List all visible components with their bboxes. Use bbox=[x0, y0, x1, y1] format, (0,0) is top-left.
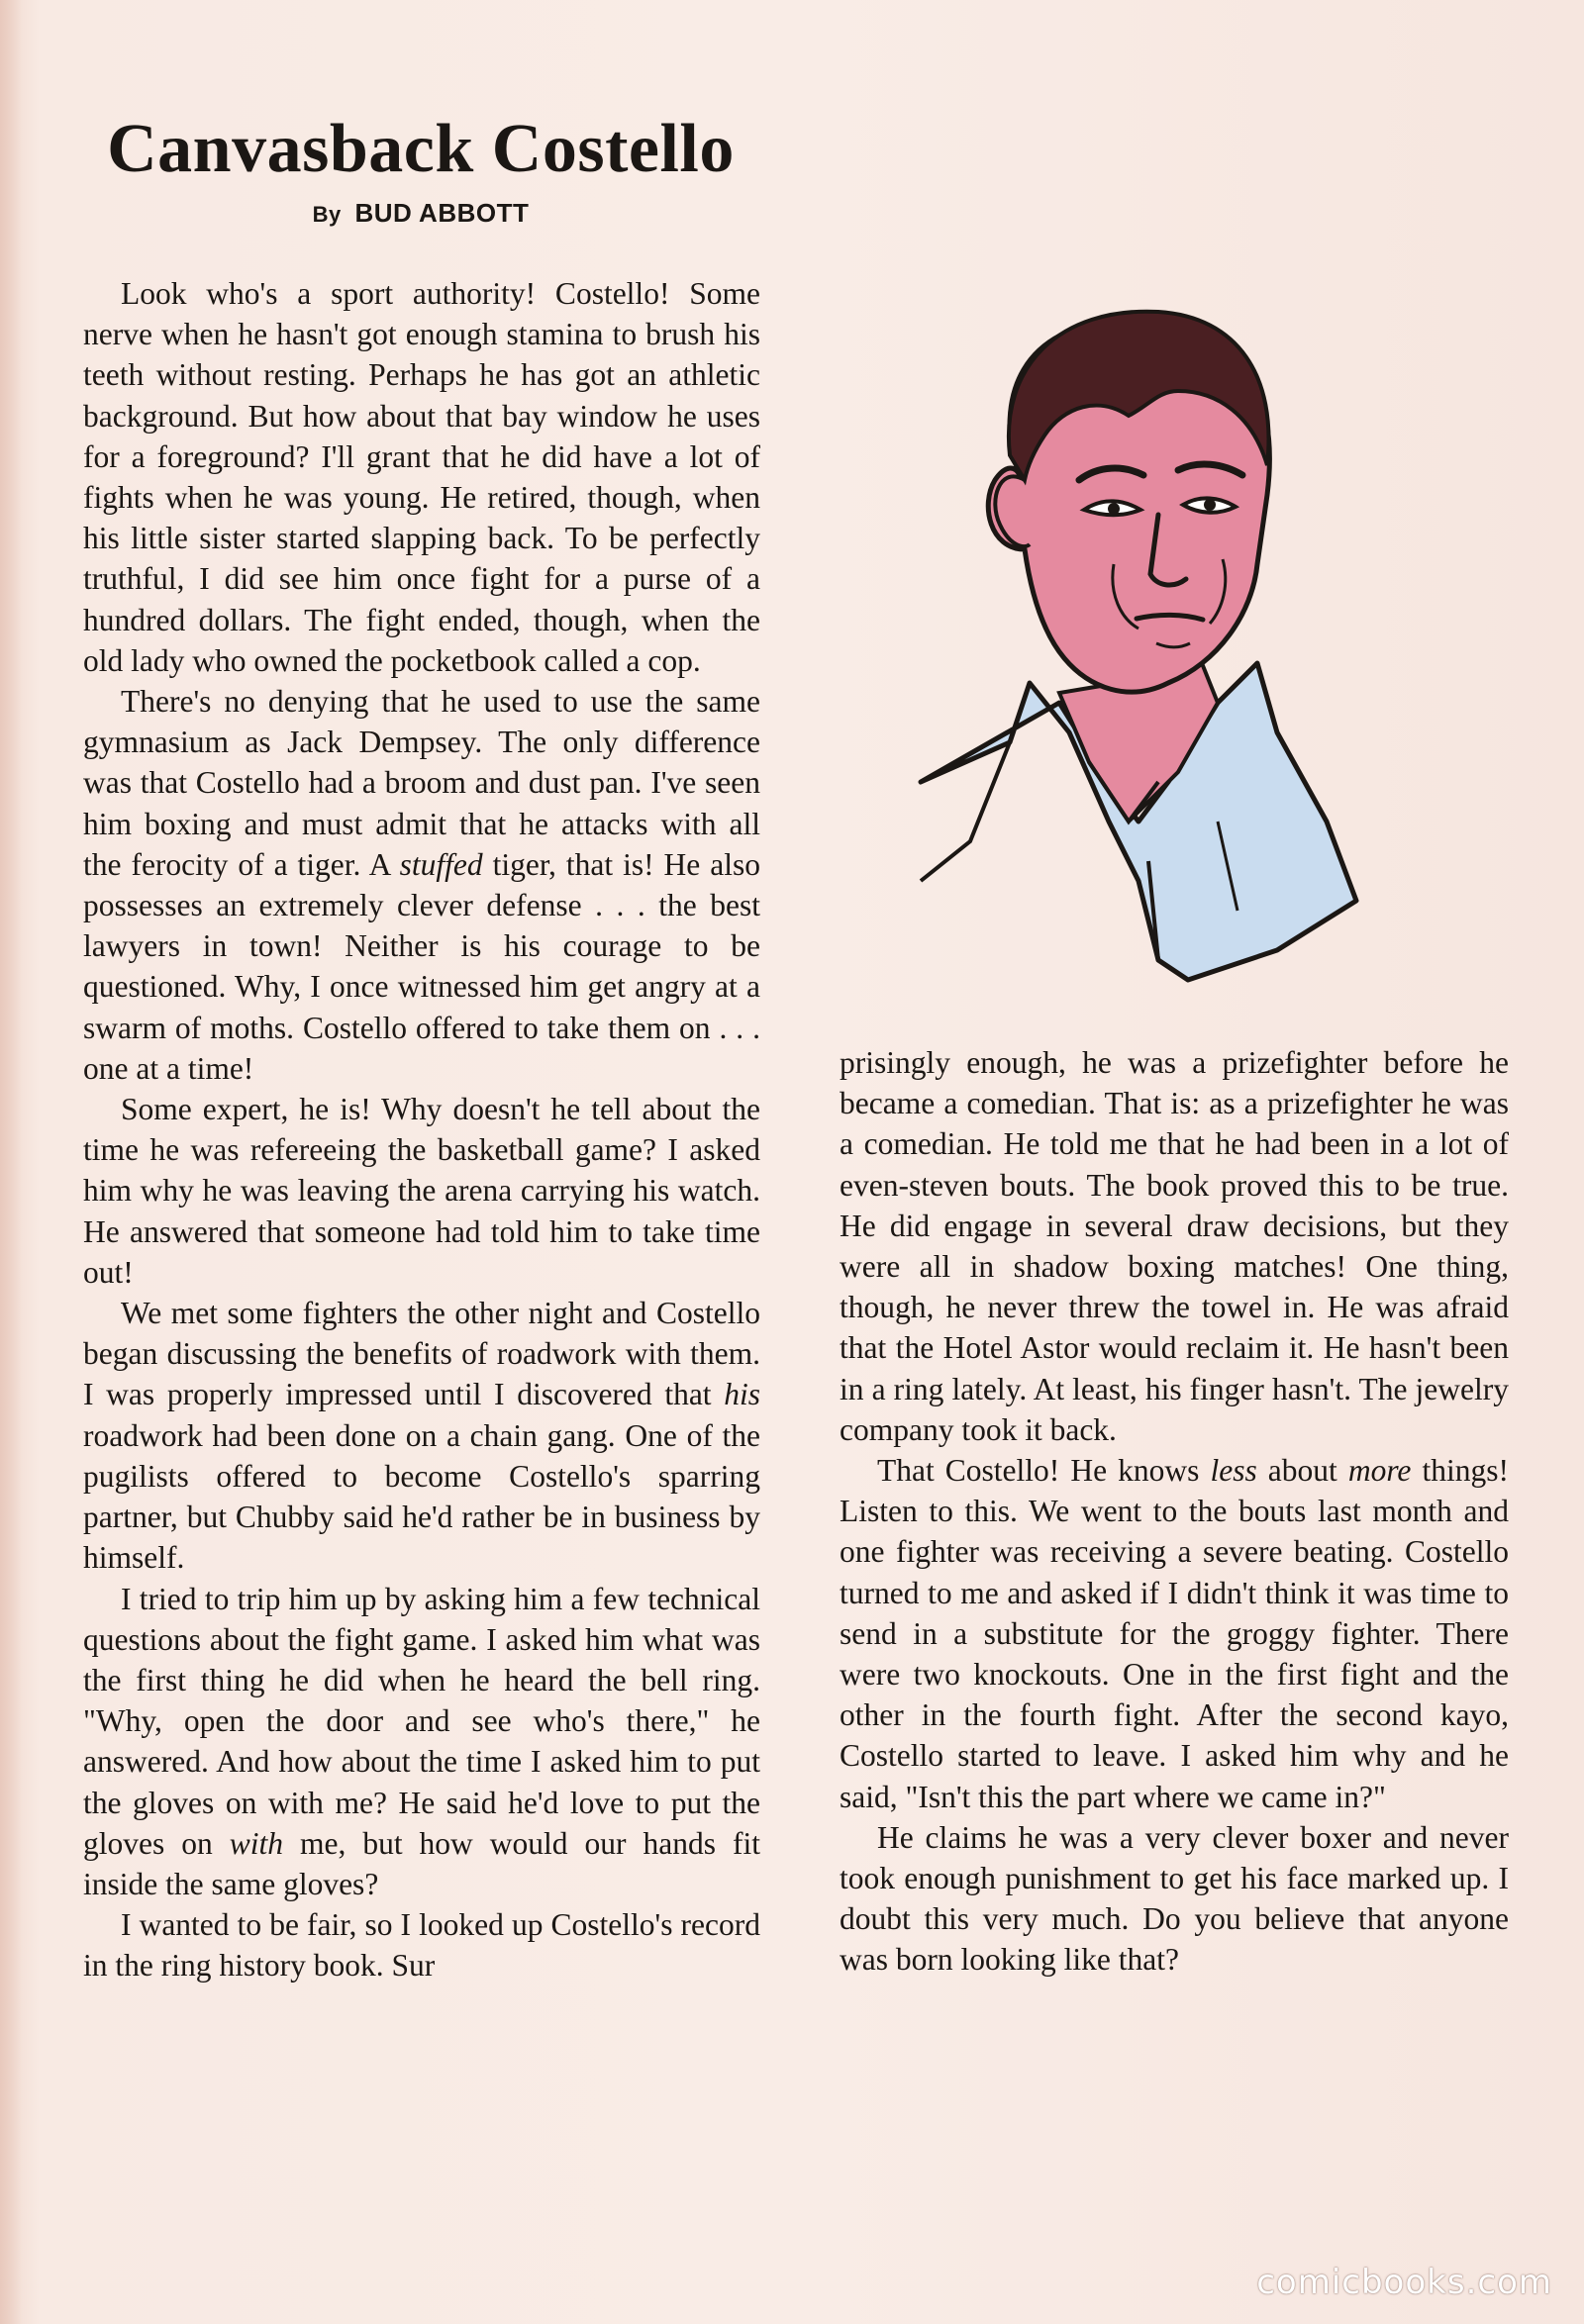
portrait-illustration bbox=[861, 267, 1396, 990]
paragraph-2: There's no denying that he used to use the same gymnasium as Jack Dempsey. The only difference was that Costello had a broom and dust pan. I've seen him boxing and must admit that he attacks with all the ferocity of a tiger. A stuffed tiger, that is! He also possesses an extremely clever defense . . . the best lawyers in town! Neither is his courage to be questioned. Why, I once witnessed him get angry at a swarm of moths. Costello offered to take them on . . . one at a time! bbox=[83, 684, 760, 1086]
paragraph-3: Some expert, he is! Why doesn't he tell about the time he was refereeing the basketball game? I asked him why he was leaving the arena carrying his watch. He answered that someone had told him to take time out! bbox=[83, 1092, 760, 1290]
article-title: Canvasback Costello bbox=[107, 111, 735, 187]
article-byline bbox=[79, 198, 762, 229]
paragraph-8: He claims he was a very clever boxer and never took enough punishment to get his face marked up. I doubt this very much. Do you believe that anyone was born looking like that? bbox=[840, 1819, 1509, 1978]
left-text-column bbox=[83, 273, 760, 1986]
emphasis-his: his bbox=[724, 1377, 760, 1412]
byline-prefix: By bbox=[312, 202, 342, 227]
emphasis-more: more bbox=[1347, 1453, 1412, 1489]
emphasis-with: with bbox=[229, 1825, 283, 1861]
paragraph-1: Look who's a sport authority! Costello! Some nerve when he hasn't got enough stamina to brush his teeth without resting. Perhaps he has got an athletic background. But how about that bay window he uses for a foreground? I'll grant that he did have a lot of fights when he was young. He retired, though, when his little sister started slapping back. To be perfectly truthful, I did see him once fight for a purse of a hundred dollars. The fight ended, though, when the old lady who owned the pocketbook called a cop. bbox=[83, 276, 760, 678]
paragraph-7: That Costello! He knows less about more things! Listen to this. We went to the bouts last month and one fighter was receiving a severe beating. Costello turned to me and asked if I didn't think it was time to send in a substitute for the groggy fighter. There were two knockouts. One in the first fight and the other in the fourth fight. After the second kayo, Costello started to leave. I asked him why and he said, "Isn't this the part where we came in?" bbox=[840, 1453, 1509, 1814]
paragraph-5: I tried to trip him up by asking him a few technical questions about the fight game. I asked him what was the first thing he did when he heard the bell ring. "Why, open the door and see who's there," he answered. And how about the time I asked him to put the gloves on with me? He said he'd love to put the gloves on with me, but how would our hands fit inside the same gloves? bbox=[83, 1581, 760, 1901]
paragraph-6-continued: prisingly enough, he was a prizefighter before he became a comedian. That is: as a prizefighter he was a comedian. He told me that he had been in a lot of even-steven bouts. The book proved this to be true. He did engage in several draw decisions, but they were all in shadow boxing matches! One thing, though, he never threw the towel in. He was afraid that the Hotel Astor would reclaim it. He hasn't been in a ring lately. At least, his finger hasn't. The jewelry company took it back. bbox=[840, 1045, 1509, 1447]
page-edge-shadow bbox=[0, 0, 22, 2324]
emphasis-stuffed: stuffed bbox=[399, 846, 483, 882]
right-text-column bbox=[840, 1042, 1509, 1981]
paragraph-6: I wanted to be fair, so I looked up Costello's record in the ring history book. Sur bbox=[83, 1907, 760, 1984]
emphasis-less: less bbox=[1210, 1453, 1257, 1489]
byline-author: BUD ABBOTT bbox=[354, 198, 530, 228]
watermark: comicbooks.com bbox=[1256, 2263, 1552, 2302]
paragraph-4: We met some fighters the other night and Costello began discussing the benefits of roadwork with them. I was properly impressed until I discovered that his roadwork had been done on a chain gang. One of the pugilists offered to become Costello's sparring partner, but Chubby said he'd rather be in business by himself. bbox=[83, 1296, 760, 1576]
